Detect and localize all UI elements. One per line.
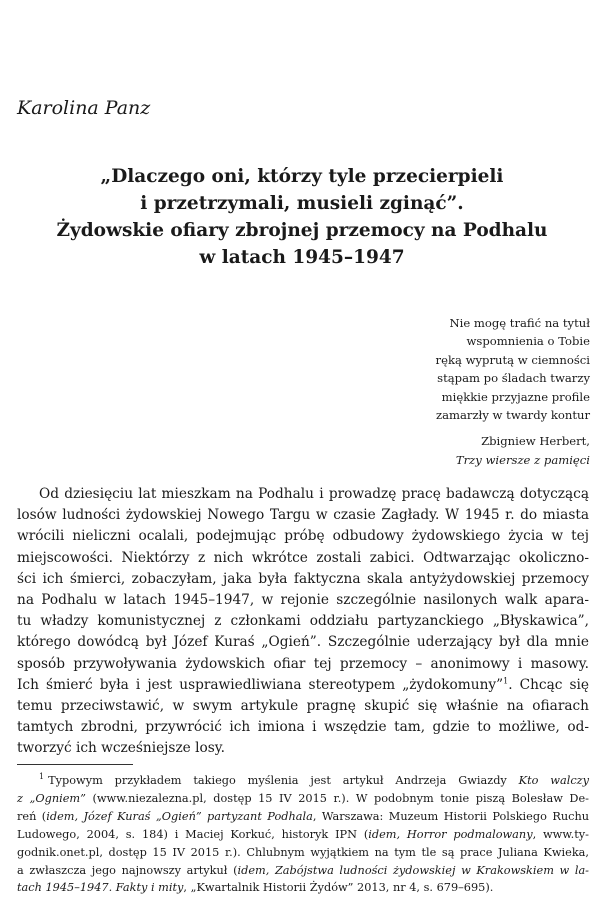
epigraph-source-author: Zbigniew Herbert, bbox=[481, 434, 590, 449]
body-line: temu przeciwstawić, w swym artykule pragnę skupić się właśnie na ofiarach bbox=[17, 698, 589, 715]
footnote-text: reń ( bbox=[17, 809, 47, 823]
footnote-line bbox=[17, 826, 589, 844]
epigraph-line: miękkie przyjazne profile bbox=[441, 389, 590, 404]
footnote-line bbox=[17, 772, 589, 790]
footnote-text: (www.niezalezna.pl, dostęp 15 IV 2015 r.). W podobnym tonie piszą Bolesław De- bbox=[85, 791, 589, 805]
footnote-text: , www.ty- bbox=[532, 827, 589, 841]
footnote-italic: Kto walczy bbox=[518, 774, 589, 787]
footnote-line bbox=[17, 862, 589, 880]
body-line: tamtych zbrodni, przywrócić ich imiona i wszędzie tam, gdzie to możliwe, od- bbox=[17, 719, 589, 736]
epigraph-line: ręką wyprutą w ciemności bbox=[435, 352, 590, 367]
body-line bbox=[17, 675, 589, 696]
body-line: losów ludności żydowskiej Nowego Targu w czasie Zagłady. W 1945 r. do miasta bbox=[17, 507, 589, 524]
body-line: tworzyć ich wcześniejsze losy. bbox=[17, 740, 226, 757]
article-title bbox=[40, 163, 564, 271]
footnote-italic: idem, Józef Kuraś „Ogień” partyzant Podhala bbox=[46, 809, 313, 823]
body-line: Od dziesięciu lat mieszkam na Podhalu i prowadzę pracę badawczą dotyczącą bbox=[39, 486, 589, 502]
body-line-text: Ich śmierć była i jest usprawiedliwiana stereotypem „żydokomuny” bbox=[17, 676, 504, 693]
footnote-line: godnik.onet.pl, dostęp 15 IV 2015 r.). Chlubnym wyjątkiem na tym tle są prace Juliana Kwieka, bbox=[17, 845, 589, 859]
footnote-divider bbox=[17, 764, 133, 765]
footnote-italic: tach 1945–1947. Fakty i mity bbox=[17, 881, 184, 895]
title-line: w latach 1945–1947 bbox=[199, 247, 405, 268]
footnote-text: Ludowego, 2004, s. 184) i Maciej Korkuć, historyk IPN ( bbox=[17, 827, 369, 841]
footnote-line bbox=[17, 879, 589, 897]
footnote-line bbox=[17, 790, 589, 808]
epigraph-line: zamarzły w twardy kontur bbox=[435, 408, 590, 423]
author-name: Karolina Panz bbox=[17, 97, 151, 119]
footnote-italic: z „Ogniem” bbox=[17, 791, 86, 805]
footnote-text: , Warszawa: Muzeum Historii Polskiego Ruchu bbox=[312, 809, 589, 823]
epigraph-line: stąpam po śladach twarzy bbox=[437, 371, 590, 386]
body-line: na Podhalu w latach 1945–1947, w rejonie szczególnie nasilonych walk apara- bbox=[17, 592, 589, 609]
body-line: którego dowódcą był Józef Kuraś „Ogień”. Szczególnie uderzający był dla mnie bbox=[17, 634, 589, 651]
body-text bbox=[17, 484, 589, 760]
epigraph-source-title: Trzy wiersze z pamięci bbox=[455, 452, 590, 467]
footnote-text: , „Kwartalnik Historii Żydów” 2013, nr 4, s. 679–695). bbox=[183, 881, 494, 895]
footnote bbox=[17, 772, 589, 897]
body-line: ści ich śmierci, zobaczyłam, jaka była faktyczna skala antyżydowskiej przemocy bbox=[17, 570, 589, 587]
footnote-ref[interactable]: 1 bbox=[503, 676, 509, 686]
body-line: sposób przywoływania żydowskich ofiar tej przemocy – anonimowy i masowy. bbox=[17, 655, 589, 672]
epigraph-line: Nie mogę trafić na tytuł bbox=[449, 316, 590, 330]
title-line: i przetrzymali, musieli zginąć”. bbox=[140, 193, 464, 214]
title-line: Żydowskie ofiary zbrojnej przemocy na Podhalu bbox=[56, 220, 548, 241]
footnote-italic: idem, Zabójstwa ludności żydowskiej w Krakowskiem w la- bbox=[237, 863, 589, 877]
body-line: wrócili nieliczni ocalali, podejmując próbę odbudowy żydowskiego życia w tej bbox=[17, 528, 589, 545]
body-line: miejscowości. Niektórzy z nich wkrótce zostali zabici. Odtwarzając okoliczno- bbox=[17, 549, 589, 566]
body-line: tu władzy komunistycznej z członkami oddziału partyzanckiego „Błyskawica”, bbox=[17, 613, 589, 630]
footnote-italic: idem, Horror podmalowany bbox=[368, 827, 533, 841]
epigraph-line: wspomnienia o Tobie bbox=[466, 334, 590, 349]
footnote-text: a zwłaszcza jego najnowszy artykuł ( bbox=[17, 863, 238, 877]
footnote-line bbox=[17, 808, 589, 826]
footnote-number: 1 bbox=[39, 772, 45, 782]
title-line: „Dlaczego oni, którzy tyle przecierpieli bbox=[100, 166, 504, 187]
epigraph bbox=[350, 314, 590, 469]
body-line-text: . Chcąc się bbox=[508, 676, 589, 693]
footnote-text: Typowym przykładem takiego myślenia jest artykuł Andrzeja Gwiazdy bbox=[48, 774, 519, 787]
